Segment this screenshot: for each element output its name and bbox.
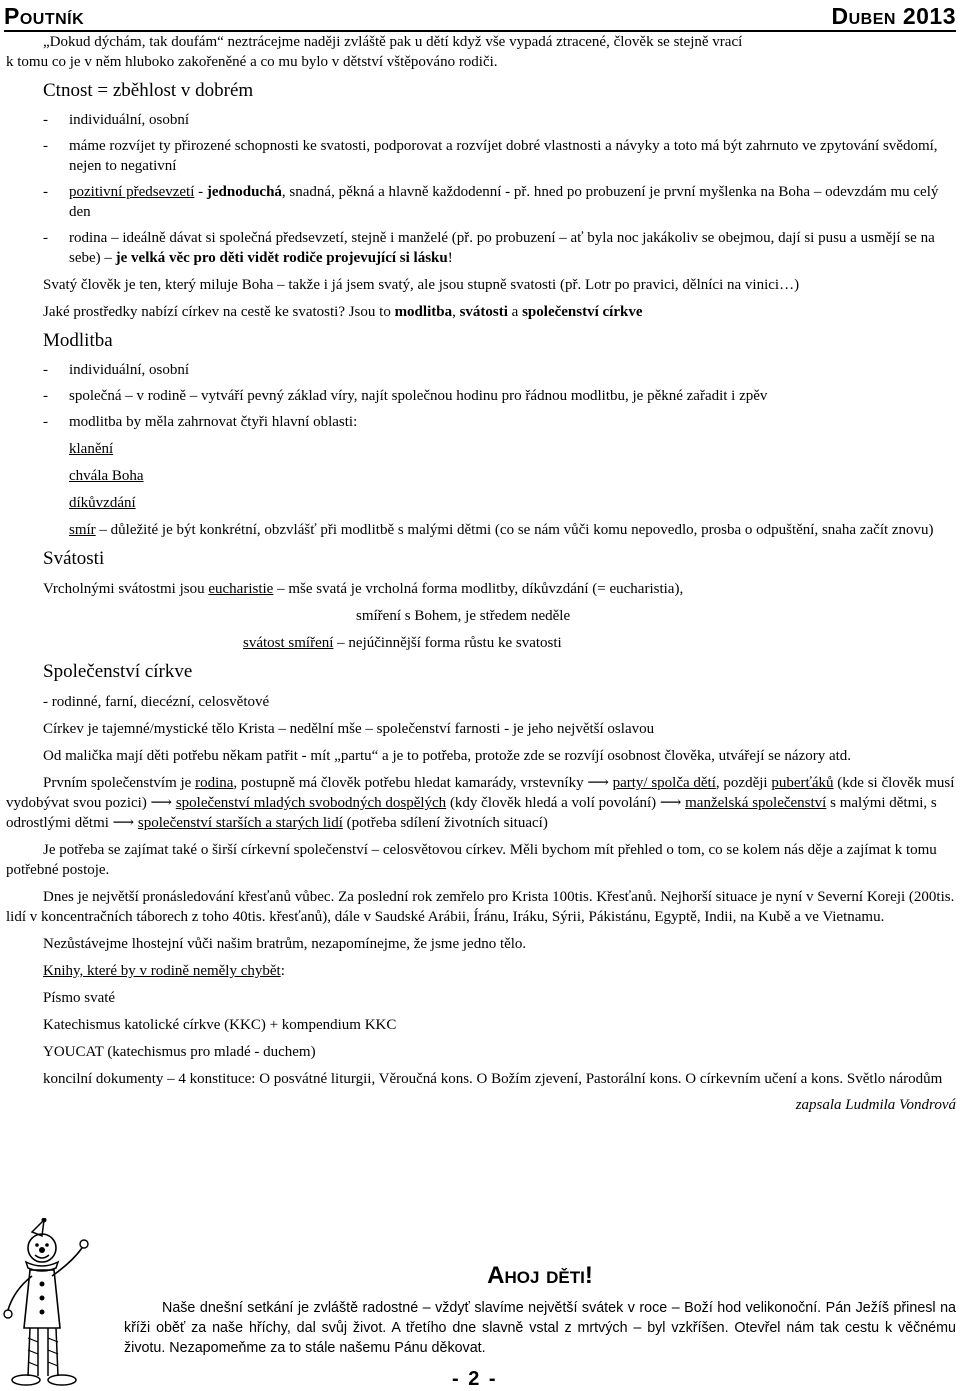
ctnost-item-3 — [6, 182, 956, 222]
text-run: Prvním společenstvím je — [43, 775, 196, 791]
bold-term: modlitba — [394, 304, 453, 320]
svatosti-line-3 — [6, 633, 956, 653]
modlitba-item-3: - modlitba by měla zahrnovat čtyři hlavní oblasti: — [6, 412, 956, 432]
underlined-term: společenství mladých svobodných dospělých — [175, 795, 447, 811]
bold-term: svátosti — [459, 304, 508, 320]
ctnost-item-4 — [6, 228, 956, 268]
underlined-term: puberťáků — [771, 775, 834, 791]
text-run: Jaké prostředky nabízí církev na cestě ke svatosti? Jsou to — [43, 304, 395, 320]
text-run: , snadná, pěkná a hlavně každodenní - př. hned po probuzení je první myšlenka na Boha – odevzdám mu celý den — [69, 184, 939, 220]
underlined-term: party/ spolča dětí — [612, 775, 716, 791]
paragraph-malicka: Od malička mají děti potřebu někam patřit - mít „partu“ a je to potřeba, protože zde se rozvíjí osobnost člověka, utvářejí se názory atd. — [43, 748, 852, 764]
issue-date: Duben 2013 — [831, 3, 956, 29]
modlitba-item-2: - společná – v rodině – vytváří pevný základ víry, najít společnou hodinu pro řádnou modlitbu, je pěkné zařadit i zpěv — [6, 386, 956, 406]
text-run: a — [507, 304, 523, 320]
paragraph-nezustavejme: Nezůstávejme lhostejní vůči našim bratrům, nezapomínejme, že jsme jedno tělo. — [43, 936, 527, 952]
text-run: s malými dětmi, s odrostlými dětmi ⟶ — [6, 795, 937, 831]
section-title-modlitba: Modlitba — [43, 330, 113, 351]
ctnost-item-2: - máme rozvíjet ty přirozené schopnosti ke svatosti, podporovat a rozvíjet dobré vlastnosti a návyky a toto má být zahrnuto ve zpytování svědomí, nejen to negativní — [6, 136, 956, 176]
spolecenstvi-line-2: Církev je tajemné/mystické tělo Krista – nedělní mše – společenství farnosti - je jeho největší oslavou — [43, 721, 655, 737]
newsletter-title: Poutník — [4, 3, 85, 29]
kids-section-text: Naše dnešní setkání je zvláště radostné – vždyť slavíme největší svátek v roce – Boží hod velikonoční. Pán Ježíš přinesl na kříži oběť za naše hříchy, dal svůj život. A třetího dne slavně vstal z mrtvých – byl vzkříšen. Otevřel nám tak cestu k věčnému životu. Nezapomeňme za to stále našemu Pánu děkovat. — [124, 1300, 956, 1356]
bold-term: jednoduchá — [206, 184, 282, 200]
text-run: - — [194, 184, 207, 200]
svatosti-line-1 — [6, 579, 956, 599]
text-run: , — [452, 304, 460, 320]
underlined-term: smír — [69, 522, 96, 538]
svatosti-line-2: smíření s Bohem, je středem neděle — [356, 608, 571, 624]
text-run: : — [280, 963, 285, 979]
text-run: ! — [447, 250, 453, 266]
text-run: – důležité je být konkrétní, obzvlášť při modlitbě s malými dětmi (co se nám vůči komu nepovedlo, prosba o odpuštění, snaha začít znovu) — [95, 522, 934, 538]
paragraph-svaty: Svatý člověk je ten, který miluje Boha – takže i já jsem svatý, ale jsou stupně svatosti (př. Lotr po pravici, dělníci na vinici…) — [43, 277, 800, 293]
text-run: (potřeba sdílení životních situací) — [342, 815, 548, 831]
book-item-3: YOUCAT (katechismus pro mladé - duchem) — [43, 1044, 316, 1060]
book-item-4: koncilní dokumenty – 4 konstituce: O posvátné liturgii, Věroučná kons. O Božím zjevení, Pastorální kons. O církevním učení a kons. Světlo národům — [43, 1071, 943, 1087]
underlined-term: Knihy, které by v rodině neměly chybět — [43, 963, 281, 979]
paragraph-prostredky — [6, 302, 956, 322]
modlitba-item-1: - individuální, osobní — [6, 360, 956, 380]
section-title-ctnost: Ctnost = zběhlost v dobrém — [43, 80, 254, 101]
bold-statement: je velká věc pro děti vidět rodiče projevující si lásku — [115, 250, 448, 266]
underlined-term: společenství starších a starých lidí — [137, 815, 343, 831]
underlined-term: rodina — [195, 775, 234, 791]
books-heading — [6, 961, 956, 981]
section-title-spolecenstvi: Společenství církve — [43, 661, 193, 682]
ctnost-item-1: - individuální, osobní — [6, 110, 956, 130]
text-run: – mše svatá je vrcholná forma modlitby, díkůvzdání (= eucharistia), — [273, 581, 684, 597]
underlined-term: svátost smíření — [243, 635, 334, 651]
article-body — [6, 32, 956, 1115]
underlined-term: pozitivní předsevzetí — [69, 184, 195, 200]
author-signature: zapsala Ludmila Vondrová — [795, 1097, 956, 1113]
paragraph-dnes: Dnes je největší pronásledování křesťanů vůbec. Za poslední rok zemřelo pro Krista 100tis. Křesťanů. Nejhorší situace je nyní v Severní Koreji (200tis. lidí v koncentračních táborech z toho 40tis. křesťanů), dále v Saudské Arábii, Íránu, Iráku, Sýrii, Pákistánu, Egyptě, Indii, na Kubě a ve Vietnamu. — [6, 889, 955, 925]
oblast-item-3: díkůvzdání — [69, 495, 136, 511]
text-run: Vrcholnými svátostmi jsou — [43, 581, 209, 597]
page-number: - 2 - — [452, 1368, 498, 1390]
spolecenstvi-line-1: - rodinné, farní, diecézní, celosvětové — [43, 694, 270, 710]
paragraph-zajimat: Je potřeba se zajímat také o širší církevní společenství – celosvětovou církev. Měli bychom mít přehled o tom, co se kolem nás děje a zajímat k tomu potřebné postoje. — [6, 842, 937, 878]
oblast-item-1: klanění — [69, 441, 114, 457]
quote-line-2: k tomu co je v něm hluboko zakořeněné a co mu bylo v dětství vštěpováno rodiči. — [6, 54, 498, 70]
text-run: , postupně má člověk potřebu hledat kamarády, vrstevníky ⟶ — [233, 775, 613, 791]
text-run: , později — [715, 775, 772, 791]
page-header — [4, 0, 956, 32]
quote-line-1: „Dokud dýchám, tak doufám“ neztrácejme naději zvláště pak u dětí když vše vypadá ztracené, člověk se stejně vrací — [43, 34, 743, 50]
oblast-item-2: chvála Boha — [69, 468, 144, 484]
underlined-term: eucharistie — [208, 581, 274, 597]
oblast-item-4 — [6, 520, 956, 540]
text-run: (kde si člověk musí vydobývat svou pozici) ⟶ — [6, 775, 955, 811]
text-run: rodina – ideálně dávat si společná předsevzetí, stejně i manželé (př. po probuzení – ať byla noc jakákoliv se obejmou, dají si pusu a usmějí se na sebe) – — [69, 230, 935, 266]
underlined-term: manželská společenství — [685, 795, 827, 811]
bold-term: společenství církve — [522, 304, 643, 320]
clown-icon — [2, 1218, 94, 1390]
paragraph-prvnim — [6, 773, 956, 833]
section-title-svatosti: Svátosti — [43, 548, 105, 569]
kids-section-title: Ahoj děti! — [487, 1262, 593, 1289]
text-run: (kdy člověk hledá a volí povolání) ⟶ — [446, 795, 686, 811]
book-item-1: Písmo svaté — [43, 990, 116, 1006]
text-run: – nejúčinnější forma růstu ke svatosti — [333, 635, 562, 651]
book-item-2: Katechismus katolické církve (KKC) + kompendium KKC — [43, 1017, 397, 1033]
